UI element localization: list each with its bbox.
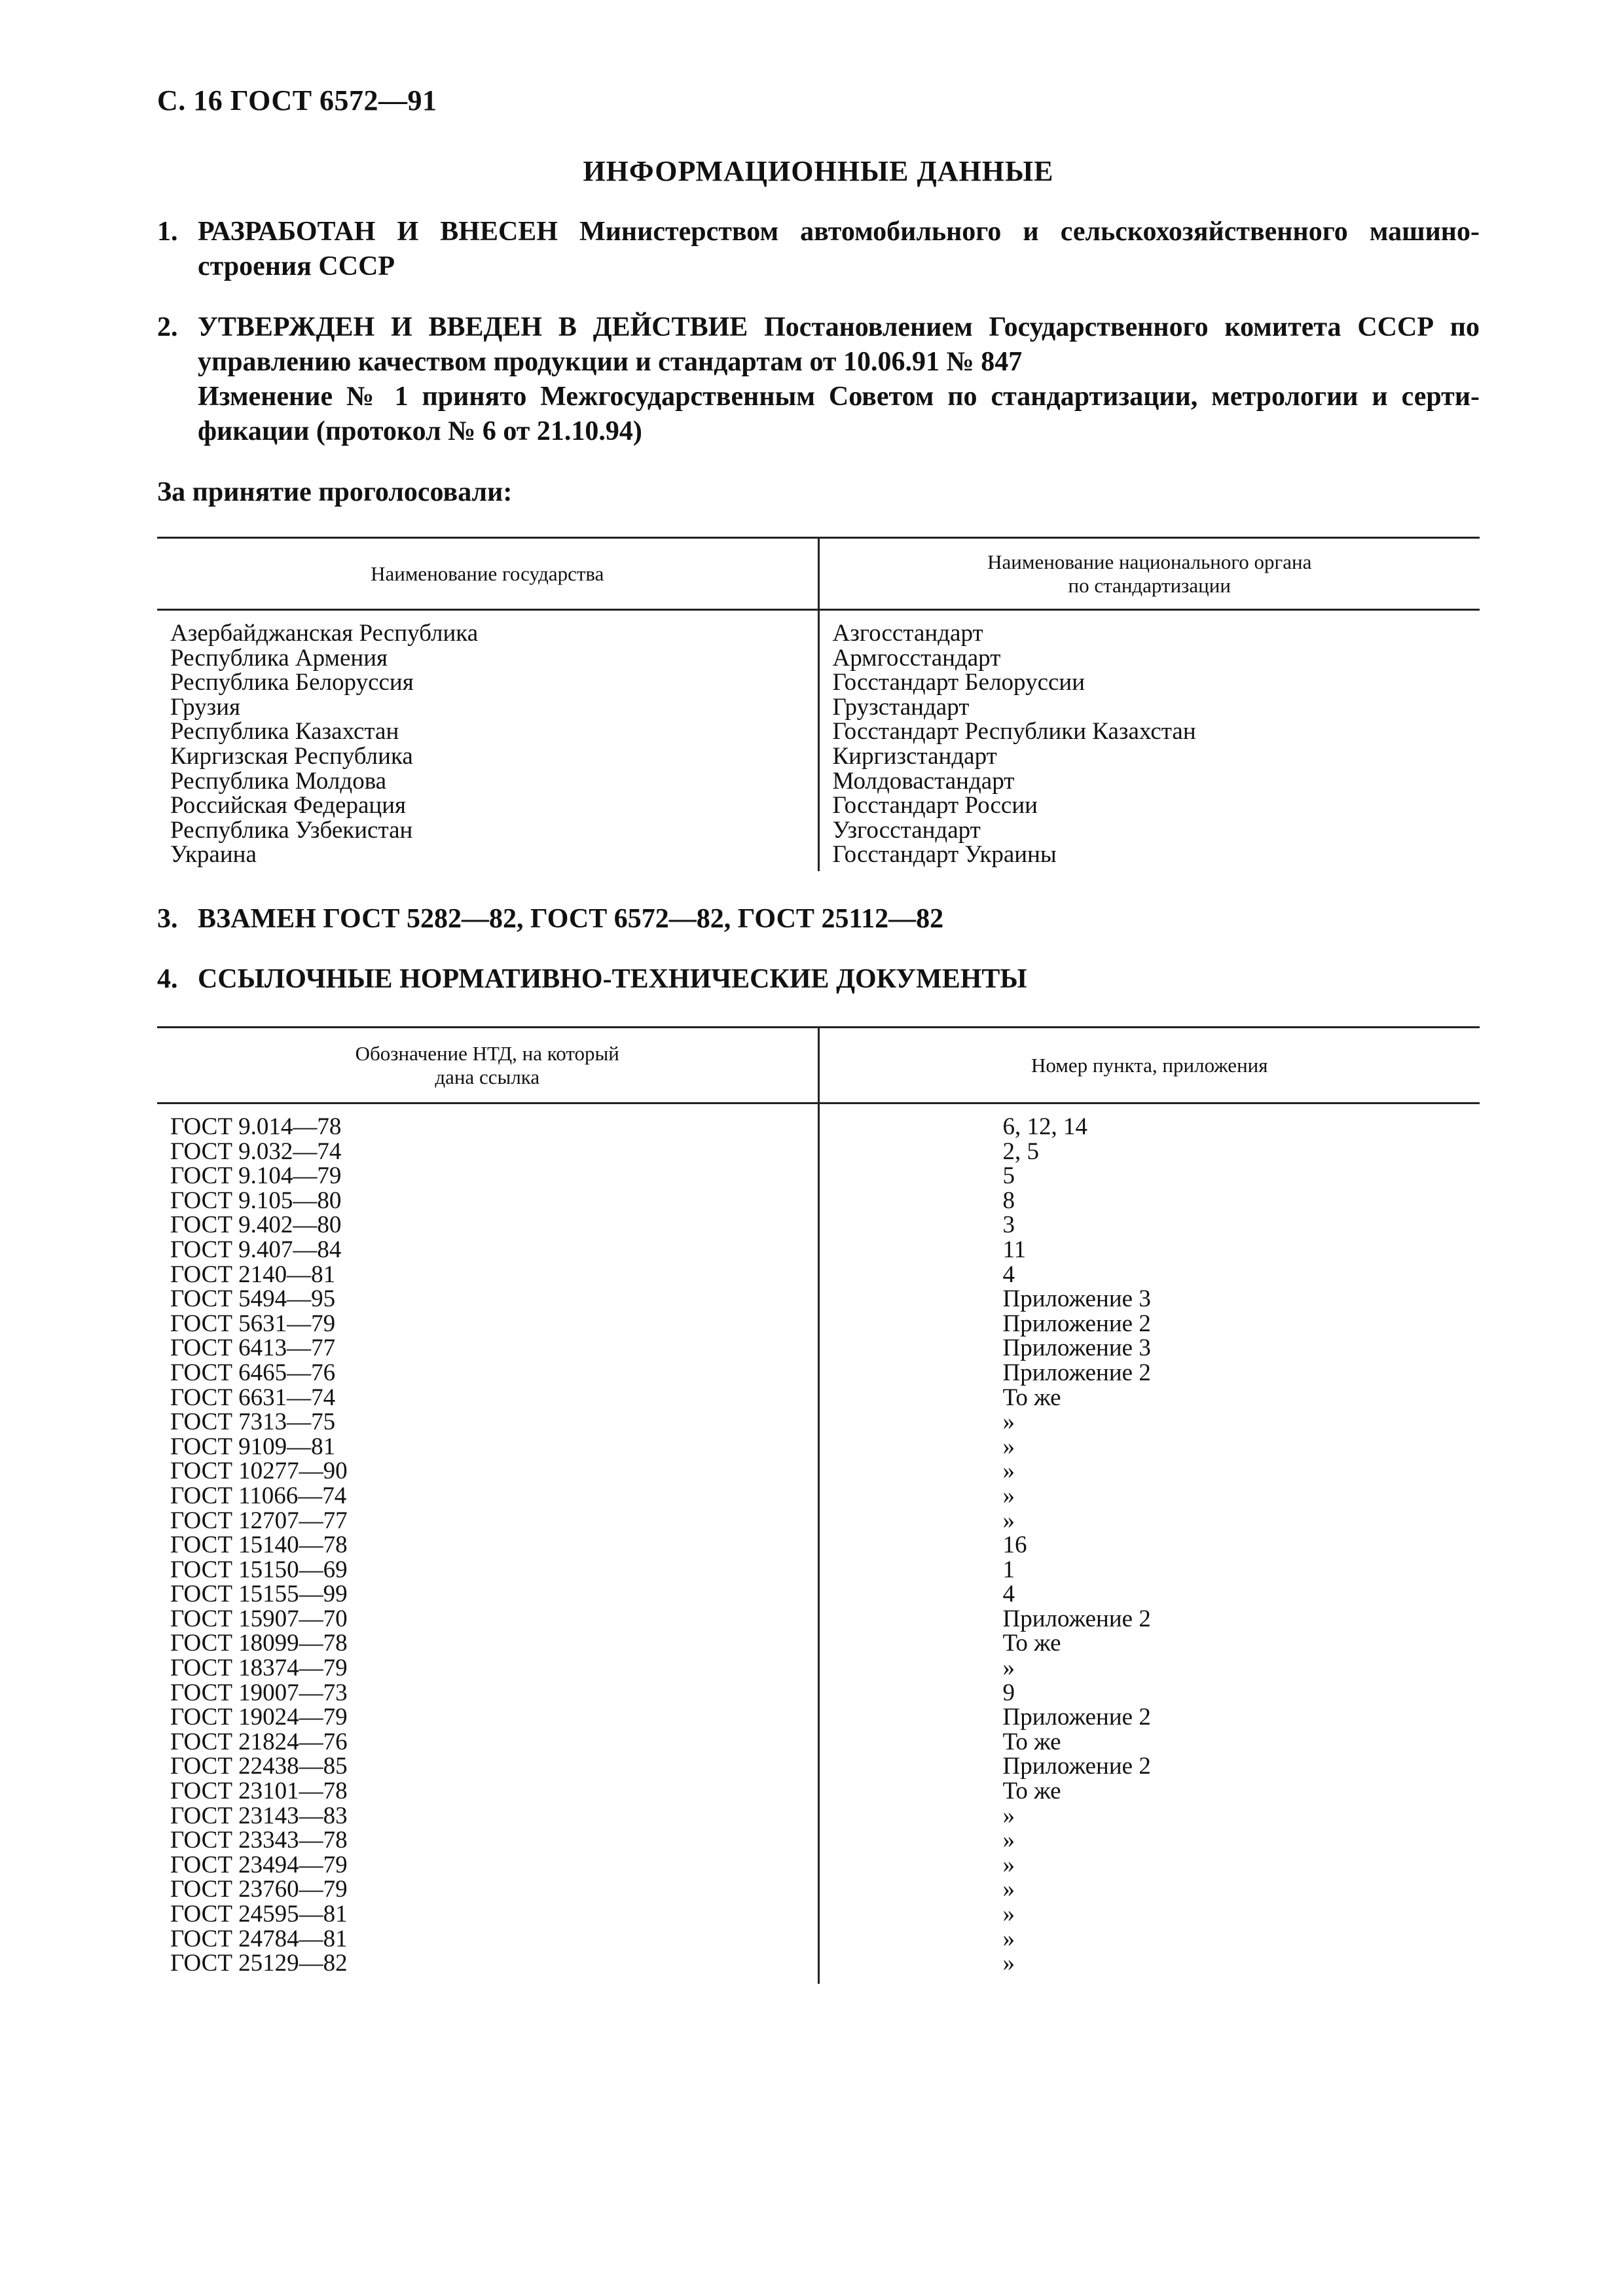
clause-reference: » [1002, 1925, 1015, 1952]
item-line: фикации (протокол № 6 от 21.10.94) [198, 416, 642, 446]
standards-body: Киргизстандарт [832, 742, 997, 770]
clause-reference: Приложение 3 [1002, 1335, 1151, 1362]
item-line: РАЗРАБОТАН И ВНЕСЕН Министерством автомобильного и сельскохозяйственного машино- [198, 217, 1480, 247]
clause-reference: » [1002, 1901, 1015, 1928]
standards-body: Грузстандарт [832, 693, 970, 721]
doc-designation: ГОСТ 18374—79 [170, 1655, 348, 1682]
doc-designation: ГОСТ 24784—81 [170, 1925, 348, 1952]
docs-column [157, 1103, 818, 1984]
states-column [157, 610, 818, 871]
doc-designation: ГОСТ 18099—78 [170, 1630, 348, 1657]
state-name: Республика Белоруссия [170, 669, 414, 696]
page-header: С. 16 ГОСТ 6572—91 [157, 84, 437, 117]
doc-designation: ГОСТ 9.014—78 [170, 1113, 342, 1140]
item-approved [157, 310, 1480, 449]
item-line: УТВЕРЖДЕН И ВВЕДЕН В ДЕЙСТВИЕ Постановлением Государственного комитета СССР по [198, 312, 1480, 342]
doc-designation: ГОСТ 25129—82 [170, 1950, 348, 1977]
clause-reference: То же [1002, 1384, 1061, 1411]
state-name: Украина [170, 841, 257, 869]
clause-reference: 4 [1002, 1581, 1015, 1608]
item-references [157, 962, 1480, 997]
doc-designation: ГОСТ 23343—78 [170, 1827, 348, 1854]
clause-reference: » [1002, 1482, 1015, 1509]
header-line: по стандартизации [1068, 573, 1231, 597]
doc-designation: ГОСТ 15140—78 [170, 1532, 348, 1559]
clause-reference: » [1002, 1851, 1015, 1878]
doc-designation: ГОСТ 12707—77 [170, 1507, 348, 1534]
item-number: 3. [157, 904, 178, 934]
clause-reference: » [1002, 1507, 1015, 1534]
doc-designation: ГОСТ 5494—95 [170, 1285, 336, 1313]
clause-reference: » [1002, 1802, 1015, 1829]
clause-reference: » [1002, 1458, 1015, 1485]
state-name: Российская Федерация [170, 792, 407, 819]
doc-designation: ГОСТ 23101—78 [170, 1778, 348, 1805]
bodies-column [818, 610, 1480, 871]
item-number: 2. [157, 312, 178, 342]
doc-designation: ГОСТ 5631—79 [170, 1310, 336, 1337]
doc-designation: ГОСТ 21824—76 [170, 1728, 348, 1755]
doc-designation: ГОСТ 15907—70 [170, 1605, 348, 1632]
clause-reference: » [1002, 1827, 1015, 1854]
standards-body: Госстандарт Белоруссии [832, 669, 1085, 696]
clause-reference: 8 [1002, 1187, 1015, 1214]
item-line: управлению качеством продукции и стандартам от 10.06.91 № 847 [198, 347, 1023, 377]
doc-designation: ГОСТ 9.105—80 [170, 1187, 342, 1214]
clause-reference: » [1002, 1655, 1015, 1682]
document-title: ИНФОРМАЦИОННЫЕ ДАННЫЕ [583, 155, 1054, 187]
header-line: Наименование национального органа [987, 550, 1312, 573]
doc-designation: ГОСТ 9109—81 [170, 1433, 336, 1460]
clause-reference: 16 [1002, 1532, 1027, 1559]
state-name: Республика Армения [170, 644, 388, 672]
standards-body: Узгосстандарт [832, 816, 981, 844]
item-replaces [157, 902, 1480, 937]
doc-designation: ГОСТ 11066—74 [170, 1482, 347, 1509]
item-line: ВЗАМЕН ГОСТ 5282—82, ГОСТ 6572—82, ГОСТ 25112—82 [198, 904, 944, 934]
clause-reference: » [1002, 1950, 1015, 1977]
doc-designation: ГОСТ 15155—99 [170, 1581, 348, 1608]
doc-designation: ГОСТ 10277—90 [170, 1458, 348, 1485]
bodies-list [833, 621, 1480, 867]
standards-body: Молдовастандарт [832, 767, 1015, 795]
standards-body: Азгосстандарт [832, 620, 983, 647]
clause-reference: 4 [1002, 1261, 1015, 1288]
clause-reference: Приложение 2 [1002, 1605, 1151, 1632]
doc-designation: ГОСТ 9.104—79 [170, 1162, 342, 1190]
clause-reference: 5 [1002, 1162, 1015, 1190]
standards-body: Госстандарт России [832, 792, 1038, 819]
clause-reference: То же [1002, 1778, 1061, 1805]
item-developed [157, 215, 1480, 284]
clause-reference: Приложение 2 [1002, 1704, 1151, 1731]
doc-designation: ГОСТ 9.407—84 [170, 1236, 342, 1263]
clause-reference: » [1002, 1433, 1015, 1460]
clause-reference: 3 [1002, 1211, 1015, 1239]
doc-designation: ГОСТ 6465—76 [170, 1359, 336, 1386]
header-line: дана ссылка [435, 1065, 540, 1088]
clause-reference: Приложение 2 [1002, 1753, 1151, 1780]
state-name: Республика Казахстан [170, 718, 399, 745]
doc-designation: ГОСТ 19007—73 [170, 1679, 348, 1706]
clause-reference: » [1002, 1408, 1015, 1436]
clause-reference: Приложение 3 [1002, 1285, 1151, 1313]
doc-designation: ГОСТ 2140—81 [170, 1261, 336, 1288]
refs-header: Номер пункта, приложения [818, 1028, 1480, 1103]
state-name: Азербайджанская Республика [170, 620, 479, 647]
bodies-header [818, 538, 1480, 610]
refs-list [1003, 1115, 1480, 1976]
doc-designation: ГОСТ 19024—79 [170, 1704, 348, 1731]
clause-reference: То же [1002, 1728, 1061, 1755]
state-name: Грузия [170, 693, 241, 721]
clause-reference: 1 [1002, 1556, 1015, 1583]
state-name: Республика Молдова [170, 767, 387, 795]
doc-designation: ГОСТ 23494—79 [170, 1851, 348, 1878]
clause-reference: Приложение 2 [1002, 1359, 1151, 1386]
item-line: Изменение № 1 принято Межгосударственным Советом по стандартизации, метрологии и серти- [198, 382, 1480, 412]
item-line: ССЫЛОЧНЫЕ НОРМАТИВНО-ТЕХНИЧЕСКИЕ ДОКУМЕНТЫ [198, 964, 1027, 994]
doc-designation: ГОСТ 6631—74 [170, 1384, 336, 1411]
doc-designation: ГОСТ 23143—83 [170, 1802, 348, 1829]
state-name: Республика Узбекистан [170, 816, 413, 844]
clause-reference: 9 [1002, 1679, 1015, 1706]
clause-reference: 6, 12, 14 [1002, 1113, 1087, 1140]
clause-reference: 2, 5 [1002, 1138, 1039, 1165]
references-table [157, 1026, 1480, 1984]
standards-body: Госстандарт Украины [832, 841, 1057, 869]
item-number: 1. [157, 217, 178, 247]
doc-designation: ГОСТ 6413—77 [170, 1335, 336, 1362]
doc-designation: ГОСТ 24595—81 [170, 1901, 348, 1928]
doc-designation: ГОСТ 7313—75 [170, 1408, 336, 1436]
states-list [170, 621, 818, 867]
voted-label: За принятие проголосовали: [157, 477, 513, 507]
standards-body: Армгосстандарт [832, 644, 1001, 672]
states-header: Наименование государства [157, 538, 818, 610]
clause-reference: То же [1002, 1630, 1061, 1657]
doc-designation: ГОСТ 22438—85 [170, 1753, 348, 1780]
doc-designation: ГОСТ 9.402—80 [170, 1211, 342, 1239]
item-number: 4. [157, 964, 178, 994]
standards-body: Госстандарт Республики Казахстан [832, 718, 1196, 745]
doc-designation: ГОСТ 23760—79 [170, 1876, 348, 1903]
clause-reference: Приложение 2 [1002, 1310, 1151, 1337]
state-name: Киргизская Республика [170, 742, 413, 770]
doc-designation: ГОСТ 9.032—74 [170, 1138, 342, 1165]
doc-designation: ГОСТ 15150—69 [170, 1556, 348, 1583]
clause-reference: » [1002, 1876, 1015, 1903]
refs-column [818, 1103, 1480, 1984]
docs-list [170, 1115, 818, 1976]
item-line: строения СССР [198, 251, 395, 281]
clause-reference: 11 [1002, 1236, 1027, 1263]
docs-header [157, 1028, 818, 1103]
states-table [157, 537, 1480, 871]
header-line: Обозначение НТД, на который [355, 1041, 619, 1065]
